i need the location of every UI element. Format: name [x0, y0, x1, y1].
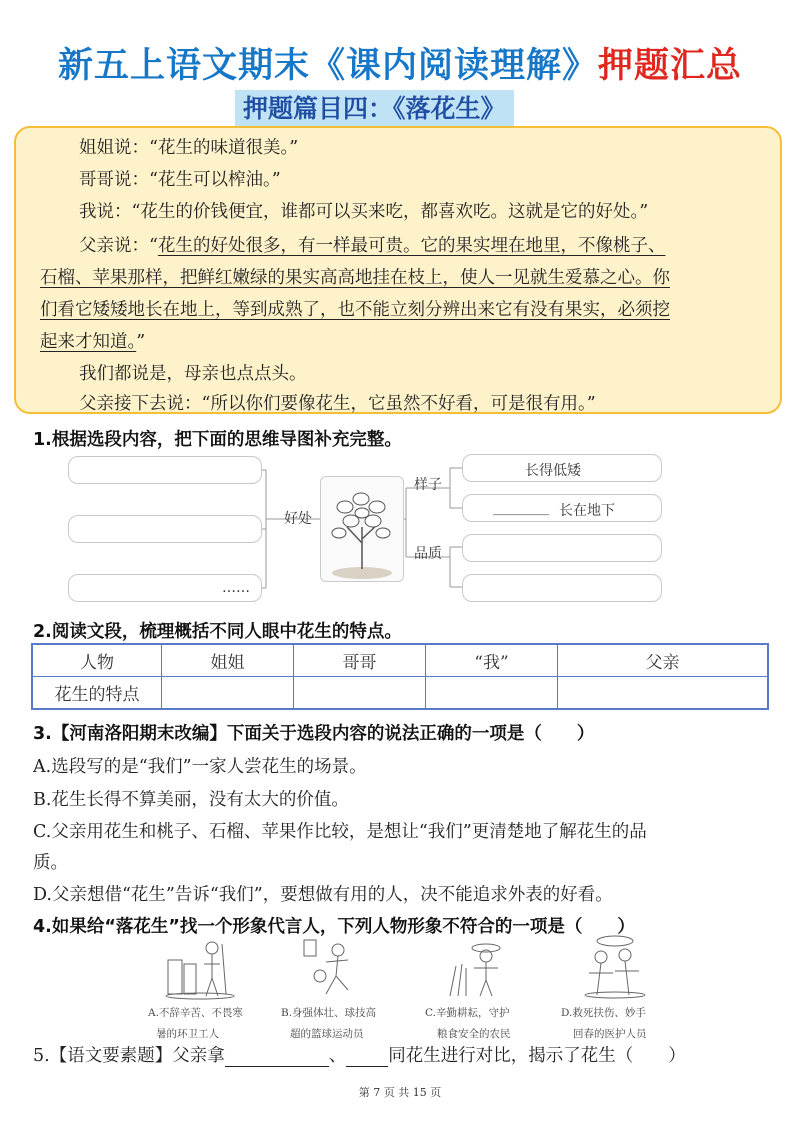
table-header-row — [32, 644, 768, 677]
question-5 — [33, 1042, 686, 1067]
table-row — [32, 677, 768, 710]
quality-answer-box[interactable] — [462, 534, 662, 562]
farmer-icon — [440, 936, 520, 1000]
figure-a-caption-1: A.不辞辛苦、不畏寒 — [148, 1007, 243, 1019]
passage-line-7-underlined: 起来才知道。 — [40, 332, 137, 352]
option-a[interactable]: A.选段写的是“我们”一家人尝花生的场景。 — [33, 757, 367, 777]
question-1: 1.根据选段内容，把下面的思维导图补充完整。 — [33, 430, 402, 450]
table-answer-cell[interactable] — [426, 677, 558, 710]
table-row-label: 花生的特点 — [32, 677, 162, 710]
question-5-prefix: 5.【语文要素题】父亲拿 — [33, 1046, 225, 1066]
appearance-box-2 — [462, 494, 662, 522]
table-header-cell: 姐姐 — [162, 644, 294, 677]
passage-line-8: 我们都说是，母亲也点点头。 — [79, 364, 307, 384]
mind-map-answer-box[interactable] — [68, 515, 262, 543]
appearance-box-1 — [462, 454, 662, 482]
question-4: 4.如果给“落花生”找一个形象代言人，下列人物形象不符合的一项是（ ） — [33, 917, 635, 937]
peanut-plant-icon — [320, 476, 404, 582]
passage-line-7-suffix: ” — [136, 332, 146, 352]
characteristics-table — [31, 643, 769, 710]
question-5-blank-2[interactable] — [346, 1046, 388, 1067]
title-part-3: 押题汇总 — [598, 46, 743, 86]
figure-c-caption-2: 粮食安全的农民 — [437, 1028, 511, 1040]
passage-line-2: 哥哥说：“花生可以榨油。” — [79, 170, 281, 190]
appearance-box-2-blank: ________ — [493, 500, 549, 516]
passage-line-5: 石榴、苹果那样，把鲜红嫩绿的果实高高地挂在枝上，使人一见就生爱慕之心。你 — [40, 268, 670, 288]
option-c-continued: 质。 — [33, 853, 68, 873]
question-2: 2.阅读文段，梳理概括不同人眼中花生的特点。 — [33, 622, 402, 642]
table-answer-cell[interactable] — [162, 677, 294, 710]
table-answer-cell[interactable] — [294, 677, 426, 710]
section-subtitle: 押题篇目四：《落花生》 — [235, 90, 514, 128]
question-5-separator: 、 — [328, 1046, 347, 1066]
question-5-suffix: 同花生进行对比，揭示了花生（ ） — [388, 1046, 686, 1066]
option-c[interactable]: C.父亲用花生和桃子、石榴、苹果作比较，是想让“我们”更清楚地了解花生的品 — [33, 822, 647, 842]
title-part-2: 《课内阅读理解》 — [309, 46, 598, 86]
passage-line-1: 姐姐说：“花生的味道很美。” — [79, 138, 299, 158]
figure-b-caption-2: 超的篮球运动员 — [290, 1028, 364, 1040]
passage-line-4-underlined: 花生的好处很多，有一样最可贵。它的果实埋在地里，不像桃子、 — [157, 236, 666, 256]
mind-map-label-appearance: 样子 — [414, 477, 442, 493]
table-header-cell: 父亲 — [558, 644, 769, 677]
question-3: 3.【河南洛阳期末改编】下面关于选段内容的说法正确的一项是（ ） — [33, 724, 595, 744]
basketball-player-icon — [298, 936, 368, 1000]
passage-line-9: 父亲接下去说：“所以你们要像花生，它虽然不好看，可是很有用。” — [79, 394, 596, 414]
figure-d-caption-2: 回春的医护人员 — [573, 1028, 647, 1040]
mind-map-ellipsis: …… — [222, 580, 250, 596]
figure-b-caption-1: B.身强体壮、球技高 — [281, 1007, 377, 1019]
figure-d-caption-1: D.救死扶伤、妙手 — [561, 1007, 646, 1019]
mind-map-answer-box[interactable] — [68, 456, 262, 484]
table-header-cell: “我” — [426, 644, 558, 677]
page-number: 第 7 页 共 15 页 — [358, 1086, 442, 1099]
appearance-box-1-text: 长得低矮 — [525, 463, 581, 479]
passage-line-4-prefix: 父亲说：“ — [79, 236, 158, 256]
option-d[interactable]: D.父亲想借“花生”告诉“我们”，要想做有用的人，决不能追求外表的好看。 — [33, 885, 613, 905]
option-b[interactable]: B.花生长得不算美丽，没有太大的价值。 — [33, 790, 349, 810]
table-header-cell: 哥哥 — [294, 644, 426, 677]
figure-a-caption-2: 暑的环卫工人 — [156, 1028, 219, 1040]
figure-c-caption-1: C.辛勤耕耘，守护 — [425, 1007, 510, 1019]
sanitation-worker-icon — [160, 936, 240, 1000]
passage-line-3: 我说：“花生的价钱便宜，谁都可以买来吃，都喜欢吃。这就是它的好处。” — [79, 202, 649, 222]
title-part-1: 新五上语文期末 — [57, 46, 310, 86]
quality-answer-box[interactable] — [462, 574, 662, 602]
appearance-box-2-text: 长在地下 — [559, 503, 615, 519]
table-header-cell: 人物 — [32, 644, 162, 677]
table-answer-cell[interactable] — [558, 677, 769, 710]
passage-line-6: 们看它矮矮地长在地上，等到成熟了，也不能立刻分辨出来它有没有果实，必须挖 — [40, 300, 670, 320]
mind-map-label-quality: 品质 — [414, 546, 442, 562]
medical-staff-icon — [575, 933, 655, 1000]
mind-map-label-benefit: 好处 — [284, 511, 312, 527]
question-5-blank-1[interactable] — [225, 1046, 329, 1067]
